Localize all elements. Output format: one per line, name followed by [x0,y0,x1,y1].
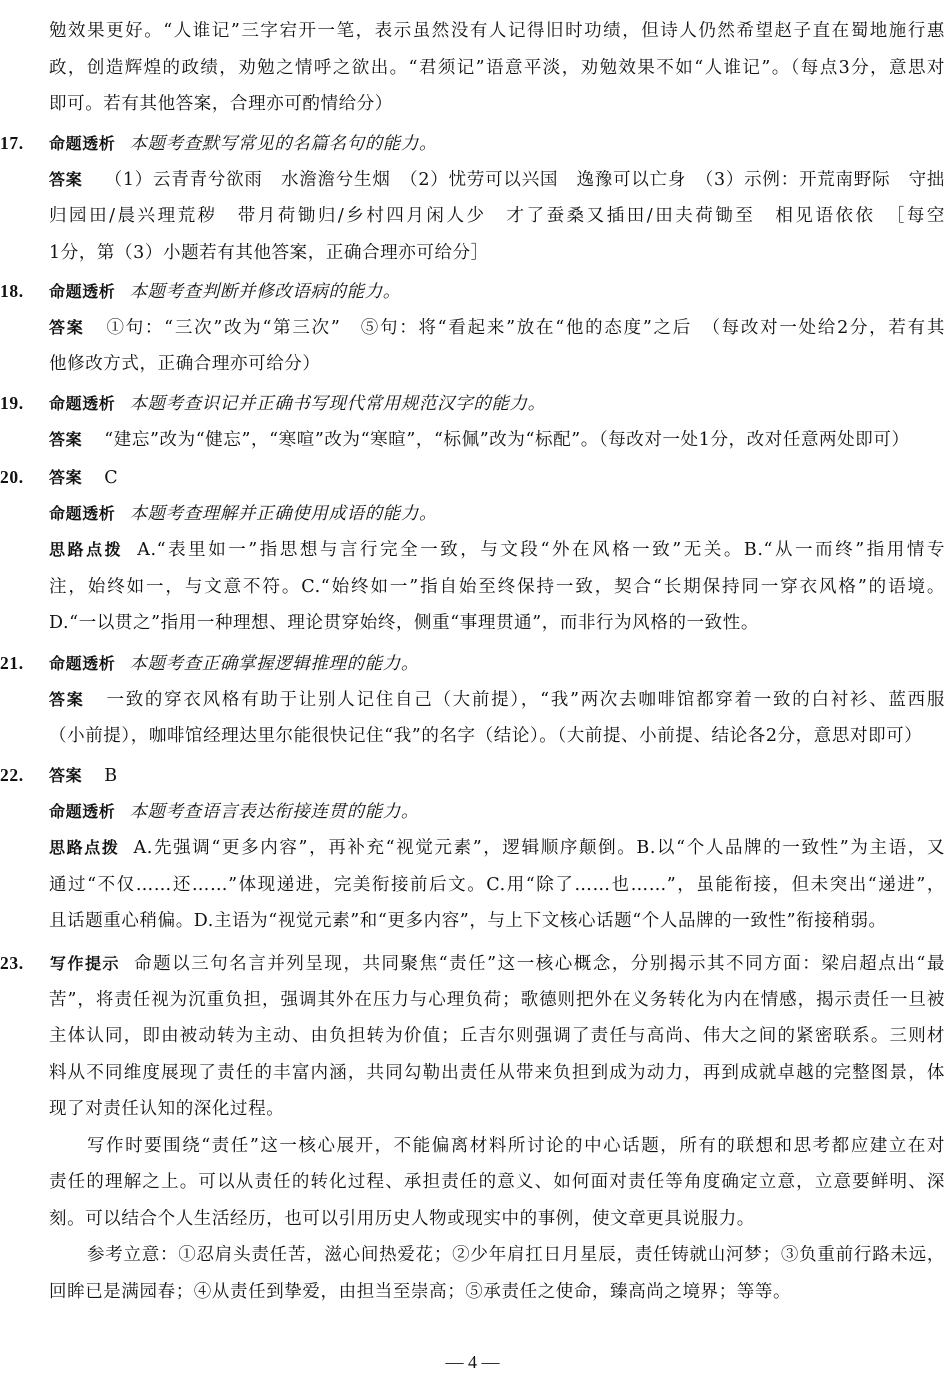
text-line: 苦”，将责任视为沉重负担，强调其外在压力与心理负荷；歌德则把外在义务转化为内在情感，揭示责任一旦被 [49,989,945,1010]
text-line: 归园田/晨兴理荒秽 带月荷锄归/乡村四月闲人少 才了蚕桑又插田/田夫荷锄至 相见语依依 ［每空 [49,206,945,226]
text-line: 政，创造辉煌的政绩，劝勉之情呼之欲出。“君须记”语意平淡，劝勉效果不如“人谁记”。（每点3分，意思对 [49,57,945,78]
answer-row [0,162,945,199]
analysis-label: 命题透析 [49,394,116,413]
hint-row [0,830,945,867]
hint-label: 思路点拨 [49,540,124,559]
answer-row [0,757,945,794]
text-line: 且话题重心稍偏。D.主语为“视觉元素”和“更多内容”，与上下文核心话题“个人品牌的一致性”衔接稍弱。 [49,911,887,931]
analysis-label: 命题透析 [49,654,116,673]
question-23 [0,945,945,1310]
q16-continuation [0,13,945,123]
hint-row [0,532,945,569]
answer-label: 答案 [49,468,83,487]
answer-choice: C [104,468,119,488]
text-line: 责任的理解之上。可以从责任的转化过程、承担责任的意义、如何面对责任等角度确定立意，立意要鲜明、深 [49,1172,945,1192]
hint-label: 思路点拨 [49,838,120,857]
question-number: 18. [0,281,24,301]
analysis-row [0,385,945,422]
answer-row [0,310,945,347]
analysis-label: 命题透析 [49,134,116,153]
text-line: D.“一以贯之”指用一种理想、理论贯穿始终，侧重“事理贯通”，而非行为风格的一致性。 [49,613,759,633]
analysis-text: 本题考查语言表达衔接连贯的能力。 [129,801,420,822]
text-line: 写作时要围绕“责任”这一核心展开，不能偏离材料所讨论的中心话题，所有的联想和思考都应建立在对 [87,1135,945,1156]
tip-row [0,945,945,982]
text-line: 现了对责任认知的深化过程。 [49,1099,285,1119]
text-line: 1分，第（3）小题若有其他答案，正确合理亦可给分］ [49,242,489,263]
tip-text: 命题以三句名言并列呈现，共同聚焦“责任”这一核心概念，分别揭示其不同方面：梁启超点出“最 [134,954,945,974]
answer-row [0,422,945,459]
text-line: 勉效果更好。“人谁记”三字宕开一笔，表示虽然没有人记得旧时功绩，但诗人仍然希望赵子直在蜀地施行惠 [49,21,945,41]
question-number: 23. [0,953,24,973]
analysis-label: 命题透析 [49,503,116,523]
analysis-row [0,645,945,682]
answer-choice: B [104,766,118,786]
answer-text: 一致的穿衣风格有助于让别人记住自己（大前提），“我”两次去咖啡馆都穿着一致的白衬衫、蓝西服 [106,689,945,710]
analysis-label: 命题透析 [49,801,116,821]
text-line: 他修改方式，正确合理亦可给分） [49,354,321,374]
text-line: 料从不同维度展现了责任的丰富内涵，共同勾勒出责任从带来负担到成为动力，再到成就卓越的完整图景，体 [49,1062,945,1083]
question-22 [0,757,945,940]
analysis-text: 本题考查识记并正确书写现代常用规范汉字的能力。 [129,394,546,414]
text-line: 主体认同，即由被动转为主动、由负担转为价值；丘吉尔则强调了责任与高尚、伟大之间的紧密联系。三则材 [49,1026,945,1046]
analysis-text: 本题考查正确掌握逻辑推理的能力。 [129,654,420,674]
text-line: 通过“不仅……还……”体现递进，完美衔接前后文。C.用“除了……也……”，虽能衔接，但未突出“递进”， [49,874,945,895]
text-line: 注，始终如一，与文意不符。C.“始终如一”指自始至终保持一致，契合“长期保持同一穿衣风格”的语境。 [49,576,945,597]
analysis-text: 本题考查默写常见的名篇名句的能力。 [129,134,438,154]
hint-text: A.“表里如一”指思想与言行完全一致，与文段“外在风格一致”无关。B.“从一而终”指用情专 [137,540,945,560]
text-line: 即可。若有其他答案，合理亦可酌情给分） [49,94,393,114]
analysis-row [0,496,945,533]
page-number: — 4 — [445,1352,500,1372]
answer-label: 答案 [49,766,83,785]
question-20 [0,459,945,642]
question-17 [0,125,945,271]
question-number: 20. [0,467,24,487]
question-21 [0,645,945,755]
tip-label: 写作提示 [49,954,121,973]
analysis-row [0,273,945,310]
answer-label: 答案 [49,429,83,449]
analysis-text: 本题考查判断并修改语病的能力。 [129,282,401,302]
analysis-row [0,125,945,162]
question-number: 17. [0,133,24,153]
text-line: 刻。可以结合个人生活经历，也可以引用历史人物或现实中的事例，使文章更具说服力。 [49,1208,755,1229]
question-18 [0,273,945,383]
question-number: 21. [0,653,24,673]
answer-text: “建忘”改为“健忘”，“寒喧”改为“寒暄”，“标佩”改为“标配”。（每改对一处1分，改对任意两处即可） [104,429,910,450]
answer-text: ①句：“三次”改为“第三次” ⑤句：将“看起来”放在“他的态度”之后 （每改对一处给2分，若有其 [106,317,945,338]
answer-label: 答案 [49,317,85,337]
answer-row [0,459,945,496]
text-line: 参考立意：①忍肩头责任苦，滋心间热爱花；②少年肩扛日月星辰，责任铸就山河梦；③负重前行路未远， [87,1245,945,1265]
question-19 [0,385,945,458]
hint-text: A.先强调“更多内容”，再补充“视觉元素”，逻辑顺序颠倒。B.以“个人品牌的一致性”为主语，又 [133,838,945,858]
answer-text: （1）云青青兮欲雨 水澹澹兮生烟 （2）忧劳可以兴国 逸豫可以亡身 （3）示例：开荒南野际 守拙 [104,169,945,190]
question-number: 19. [0,393,24,413]
analysis-text: 本题考查理解并正确使用成语的能力。 [129,503,438,524]
answer-row [0,682,945,719]
answer-label: 答案 [49,169,83,189]
analysis-label: 命题透析 [49,282,116,301]
analysis-row [0,794,945,831]
question-number: 22. [0,765,24,785]
answer-label: 答案 [49,689,85,709]
text-line: 回眸已是满园春；④从责任到挚爱，由担当至崇高；⑤承责任之使命，臻高尚之境界；等等。 [49,1281,792,1302]
text-line: （小前提），咖啡馆经理达里尔能很快记住“我”的名字（结论）。（大前提、小前提、结论各2分，意思对即可） [49,726,923,746]
